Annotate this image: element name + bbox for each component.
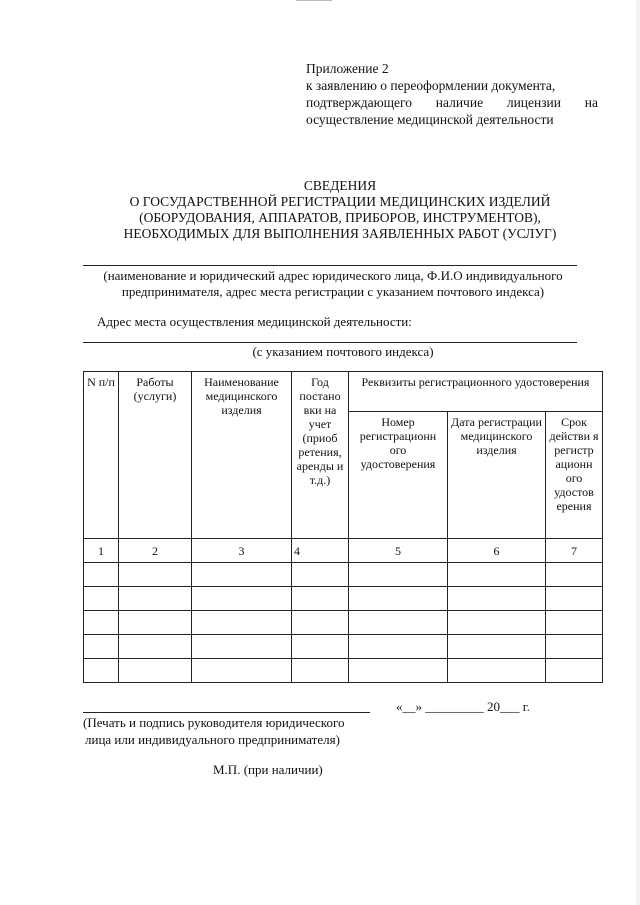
- top-edge-mark: [296, 0, 332, 1]
- header-registration-term: Срок действи я регистр ационн ого удостов ерения: [546, 412, 603, 539]
- appendix-number: Приложение 2: [306, 61, 389, 76]
- address-label: Адрес места осуществления медицинской деятельности:: [97, 314, 412, 329]
- table-row[interactable]: [84, 563, 603, 587]
- table-row[interactable]: [84, 659, 603, 683]
- appendix-line: подтверждающего наличие лицензии на: [306, 95, 598, 110]
- header-year: Год постано вки на учет (приоб ретения, аренды и т.д.): [292, 372, 349, 539]
- appendix-block: [306, 60, 598, 128]
- column-number: 5: [349, 539, 448, 563]
- column-number: 3: [192, 539, 292, 563]
- scan-edge: [636, 0, 640, 905]
- stamp-label: М.П. (при наличии): [213, 762, 323, 777]
- appendix-line: к заявлению о переоформлении документа,: [306, 78, 556, 93]
- title-line: СВЕДЕНИЯ: [303, 178, 377, 193]
- header-num: N п/п: [84, 372, 119, 539]
- signature-caption: [83, 714, 344, 748]
- header-registration-number: Номер регистрационн ого удостоверения: [349, 412, 448, 539]
- medical-devices-table: [83, 371, 603, 683]
- signature-caption-line: лица или индивидуального предпринимателя): [85, 732, 340, 747]
- document-title: [0, 178, 640, 242]
- date-field[interactable]: «__» _________ 20___ г.: [396, 699, 530, 714]
- entity-caption-line: предпринимателя, адрес места регистрации с указанием почтового индекса): [121, 284, 545, 299]
- header-device-name: Наименование медицинского изделия: [192, 372, 292, 539]
- header-registration-group: Реквизиты регистрационного удостоверения: [349, 372, 603, 412]
- table-row[interactable]: [84, 587, 603, 611]
- column-number: 4: [292, 539, 349, 563]
- column-number-row: [84, 539, 603, 563]
- column-number: 6: [448, 539, 546, 563]
- title-line: О ГОСУДАРСТВЕННОЙ РЕГИСТРАЦИИ МЕДИЦИНСКИХ ИЗДЕЛИЙ: [129, 194, 551, 209]
- entity-caption-line: (наименование и юридический адрес юридического лица, Ф.И.О индивидуального: [103, 268, 563, 283]
- title-line: (ОБОРУДОВАНИЯ, АППАРАТОВ, ПРИБОРОВ, ИНСТРУМЕНТОВ),: [139, 210, 541, 225]
- column-number: 1: [84, 539, 119, 563]
- title-line: НЕОБХОДИМЫХ ДЛЯ ВЫПОЛНЕНИЯ ЗАЯВЛЕННЫХ РАБОТ (УСЛУГ): [123, 226, 557, 241]
- entity-caption: [0, 268, 640, 300]
- appendix-line: осуществление медицинской деятельности: [306, 112, 554, 127]
- signature-caption-line: (Печать и подпись руководителя юридического: [83, 715, 345, 730]
- header-works: Работы (услуги): [119, 372, 192, 539]
- column-number: 7: [546, 539, 603, 563]
- table-row[interactable]: [84, 635, 603, 659]
- address-caption: (с указанием почтового индекса): [252, 344, 434, 359]
- entity-fill-line[interactable]: [83, 265, 577, 266]
- signature-fill-line[interactable]: [83, 712, 370, 713]
- column-number: 2: [119, 539, 192, 563]
- table-row[interactable]: [84, 611, 603, 635]
- address-fill-line[interactable]: [83, 342, 577, 343]
- header-registration-date: Дата регистрации медицинского изделия: [448, 412, 546, 539]
